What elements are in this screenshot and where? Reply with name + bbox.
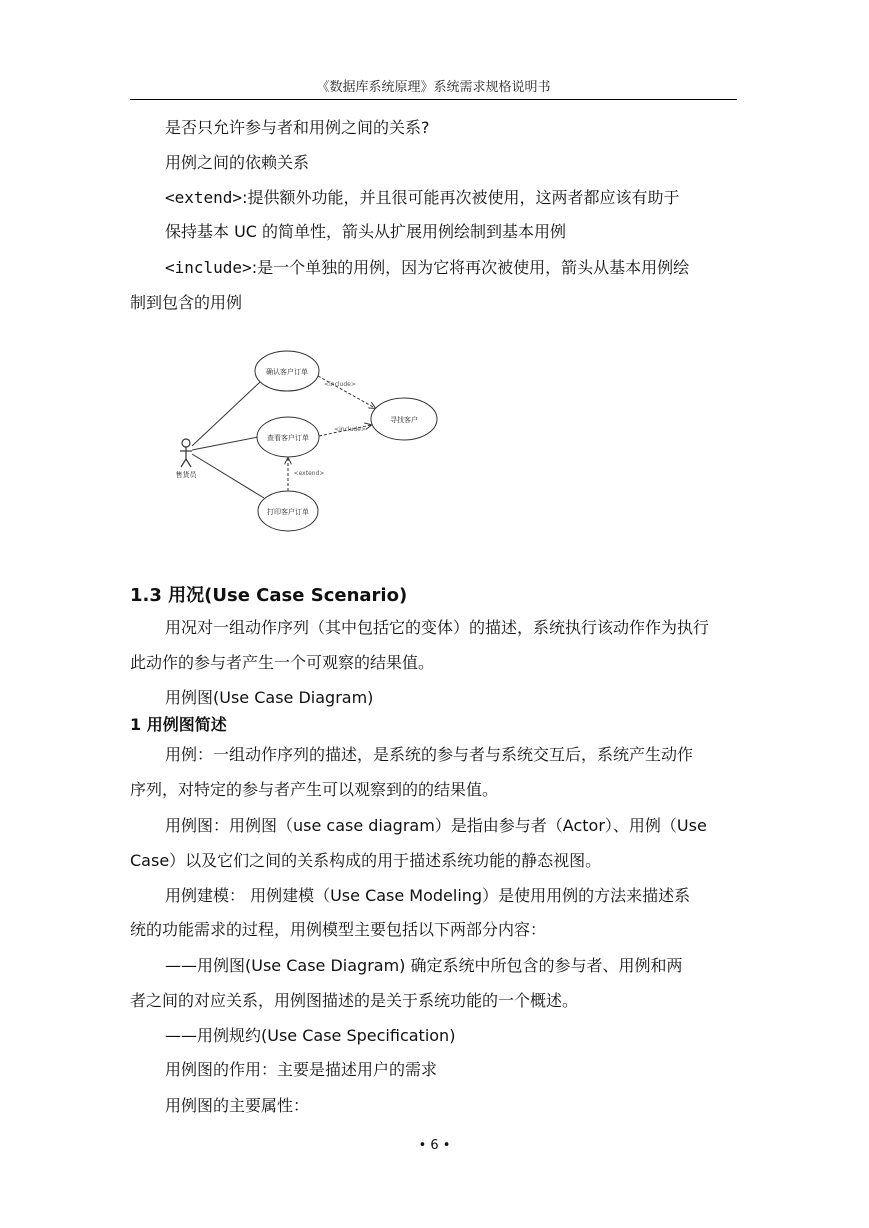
modeling-def-2: 统的功能需求的过程，用例模型主要包括以下两部分内容：: [130, 920, 547, 939]
include-tag: <include>: [165, 258, 252, 277]
use-case-view-label: 查看客户订单: [267, 434, 309, 442]
attributes-text: 用例图的主要属性：: [165, 1096, 310, 1115]
question-text: 是否只允许参与者和用例之间的关系?: [165, 118, 430, 137]
include-label-2: <include>: [334, 426, 366, 433]
specification-item: ——用例规约(Use Case Specification): [165, 1026, 456, 1045]
dependency-text: 用例之间的依赖关系: [165, 153, 310, 172]
section-heading: 1.3 用况(Use Case Scenario): [130, 585, 408, 606]
extend-desc-1: :提供额外功能，并且很可能再次被使用，这两者都应该有助于: [242, 188, 680, 207]
include-desc-1: :是一个单独的用例，因为它将再次被使用，箭头从基本用例绘: [251, 258, 690, 277]
use-case-print-label: 打印客户订单: [267, 508, 309, 516]
use-case-diagram-title: 用例图(Use Case Diagram): [165, 688, 374, 707]
diagram-item-2: 者之间的对应关系，用例图描述的是关于系统功能的一个概述。: [130, 991, 579, 1010]
use-case-def-2: 序列，对特定的参与者产生可以观察到的的结果值。: [130, 780, 499, 799]
use-case-find-label: 寻找客户: [390, 416, 418, 424]
extend-label: <extend>: [293, 470, 325, 477]
actor-label: 售货员: [175, 471, 197, 479]
scenario-text-2: 此动作的参与者产生一个可观察的结果值。: [130, 653, 435, 672]
header-rule: [130, 99, 737, 100]
purpose-text: 用例图的作用：主要是描述用户的需求: [165, 1060, 438, 1079]
page-number: • 6 •: [418, 1138, 451, 1153]
scenario-text-1: 用况对一组动作序列（其中包括它的变体）的描述，系统执行该动作作为执行: [165, 618, 710, 637]
diagram-def-1: 用例图：用例图（use case diagram）是指由参与者（Actor）、用例（Use: [165, 816, 707, 835]
association-uc3: [192, 454, 264, 498]
diagram-item-1: ——用例图(Use Case Diagram) 确定系统中所包含的参与者、用例和两: [165, 956, 683, 975]
include-line-1: [165, 258, 689, 278]
extend-tag: <extend>: [165, 188, 243, 207]
page-header: 《数据库系统原理》系统需求规格说明书: [316, 80, 551, 95]
subsection-heading: 1 用例图简述: [130, 715, 227, 734]
include-label-1: <include>: [324, 381, 356, 388]
association-uc1: [192, 382, 260, 446]
use-case-confirm-label: 确认客户订单: [266, 368, 308, 376]
use-case-def-1: 用例：一组动作序列的描述，是系统的参与者与系统交互后，系统产生动作: [165, 745, 694, 764]
modeling-def-1: 用例建模： 用例建模（Use Case Modeling）是使用用例的方法来描述系: [165, 886, 691, 905]
association-uc2: [192, 437, 258, 450]
extend-desc-2: 保持基本 UC 的简单性，箭头从扩展用例绘制到基本用例: [165, 222, 567, 241]
diagram-def-2: Case）以及它们之间的关系构成的用于描述系统功能的静态视图。: [130, 851, 602, 870]
extend-line-1: [165, 188, 679, 208]
include-desc-2: 制到包含的用例: [130, 293, 243, 312]
actor-icon: [180, 439, 192, 467]
use-case-diagram: [170, 340, 450, 540]
